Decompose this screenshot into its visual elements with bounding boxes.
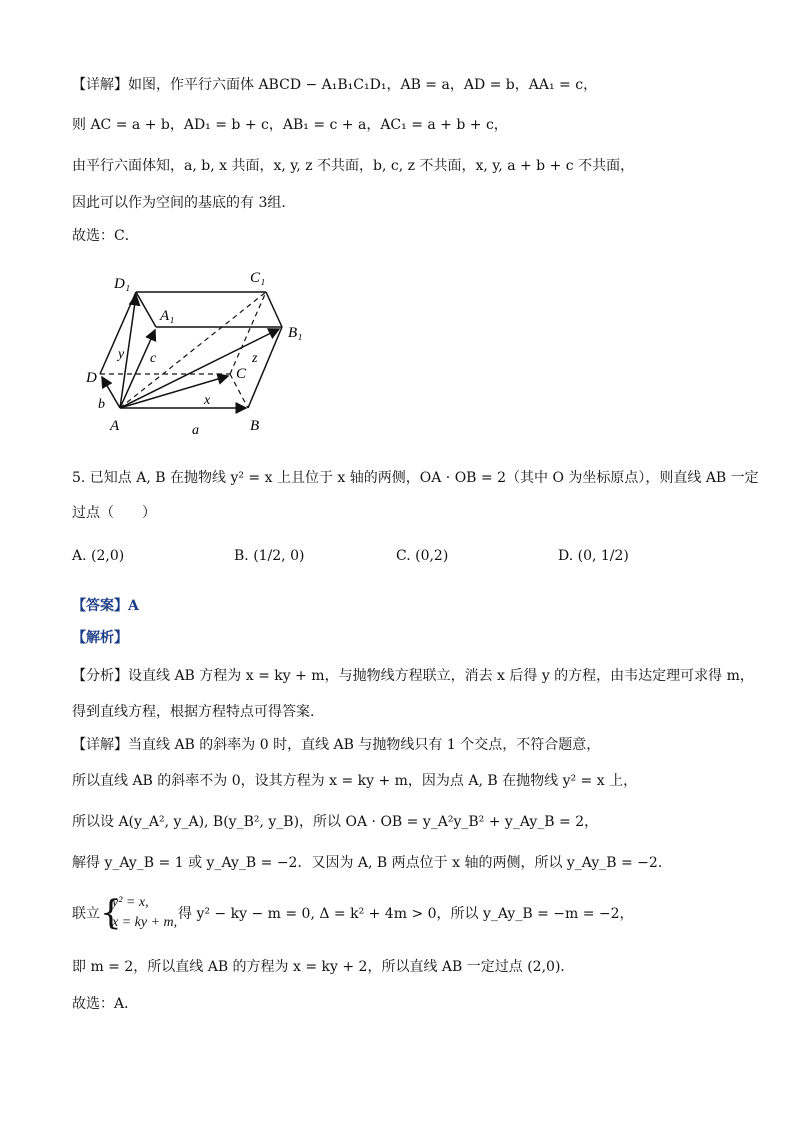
q4-detail-line-4: 因此可以作为空间的基底的有 3组． (72, 195, 296, 211)
analysis-label: 【解析】 (72, 630, 128, 646)
label-D1: D₁ (114, 276, 131, 292)
vector-label-b: b (98, 397, 105, 412)
hidden-edges (100, 292, 266, 408)
label-B: B (250, 418, 260, 434)
detail-line-6: 即 m = 2，所以直线 AB 的方程为 x = ky + 2，所以直线 AB 一定过点 (2,0)． (72, 959, 575, 975)
q4-detail-line-1: 【详解】如图，作平行六面体 ABCD − A₁B₁C₁D₁，AB = a，AD = b，AA₁ = c， (72, 77, 598, 93)
analysis-line-2: 得到直线方程，根据方程特点可得答案. (72, 704, 315, 720)
equation-system (112, 893, 177, 933)
system-eq-1: y² = x, (112, 895, 149, 910)
q4-answer: 故选：C． (72, 228, 139, 244)
option-b: B. (1/2, 0) (234, 548, 305, 564)
q5-options (72, 548, 732, 572)
label-D: D (86, 370, 97, 386)
label-B1: B₁ (288, 325, 303, 341)
vector-label-z: z (252, 351, 258, 366)
option-c: C. (0,2) (396, 548, 449, 564)
vector-label-a: a (192, 423, 199, 438)
q5-stem-line-2: 过点（ ） (72, 505, 156, 521)
vector-label-c: c (150, 351, 157, 366)
q4-detail-line-2: 则 AC = a + b，AD₁ = b + c，AB₁ = c + a，AC₁ = a + b + c， (72, 117, 508, 133)
detail-line-2: 所以直线 AB 的斜率不为 0，设其方程为 x = ky + m，因为点 A, B 在抛物线 y² = x 上， (72, 773, 638, 789)
answer-label: 【答案】A (72, 598, 139, 614)
final-answer: 故选：A． (72, 996, 139, 1012)
system-suffix: 得 y² − ky − m = 0, Δ = k² + 4m > 0，所以 y_Ay_B = −m = −2， (178, 906, 634, 922)
detail-line-4: 解得 y_Ay_B = 1 或 y_Ay_B = −2．又因为 A, B 两点位于 x 轴的两侧，所以 y_Ay_B = −2． (72, 855, 672, 871)
system-brace: { (100, 893, 122, 933)
vector-label-x: x (204, 393, 211, 408)
q4-detail-line-3: 由平行六面体知，a, b, x 共面，x, y, z 不共面，b, c, z 不共面，x, y, a + b + c 不共面， (72, 158, 635, 174)
parallelepiped-figure (80, 262, 320, 442)
system-eq-2: x = ky + m, (112, 915, 178, 930)
label-C: C (236, 366, 247, 382)
analysis-line-1: 【分析】设直线 AB 方程为 x = ky + m，与抛物线方程联立，消去 x 后得 y 的方程，由韦达定理可求得 m， (72, 668, 754, 684)
label-C1: C₁ (250, 270, 266, 286)
detail-line-3: 所以设 A(y_A², y_A), B(y_B², y_B)，所以 OA · OB = y_A²y_B² + y_Ay_B = 2， (72, 814, 599, 830)
label-A: A (110, 418, 120, 434)
vector-label-y: y (118, 347, 125, 362)
system-prefix: 联立 (72, 906, 100, 922)
q5-stem-line-1: 5. 已知点 A, B 在抛物线 y² = x 上且位于 x 轴的两侧，OA · OB = 2（其中 O 为坐标原点），则直线 AB 一定 (72, 470, 759, 486)
detail-line-1: 【详解】当直线 AB 的斜率为 0 时，直线 AB 与抛物线只有 1 个交点，不符合题意， (72, 737, 601, 753)
label-A1: A₁ (160, 308, 175, 324)
option-a: A. (2,0) (72, 548, 125, 564)
option-d: D. (0, 1/2) (558, 548, 629, 564)
